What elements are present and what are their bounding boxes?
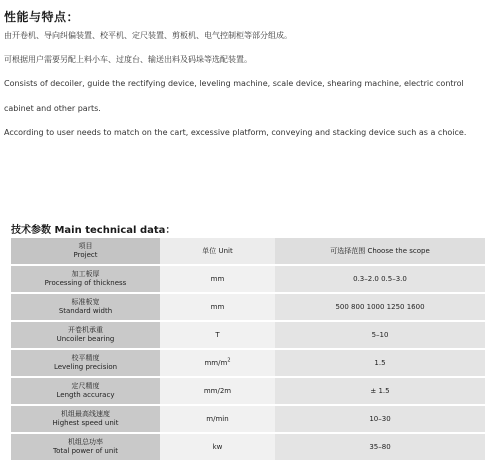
features-paragraph: Consists of decoiler, guide the rectifying device, leveling machine, scale device, shearing machine, electric control bbox=[4, 79, 464, 88]
row-unit-text: kw bbox=[212, 442, 223, 451]
row-range: 35–80 bbox=[275, 434, 485, 460]
header-project-zh: 项目 bbox=[78, 242, 93, 250]
row-parameter-zh: 加工板厚 bbox=[71, 270, 100, 278]
row-parameter-zh: 定尺精度 bbox=[71, 382, 100, 390]
table-row bbox=[11, 378, 485, 404]
table-row bbox=[11, 322, 485, 348]
features-title: 性能与特点： bbox=[4, 10, 80, 24]
row-parameter bbox=[11, 350, 160, 376]
row-parameter bbox=[11, 266, 160, 292]
header-unit: 单位 Unit bbox=[160, 238, 275, 264]
row-unit bbox=[160, 434, 275, 460]
row-unit-text: mm bbox=[210, 302, 225, 311]
row-parameter-zh: 校平精度 bbox=[71, 354, 100, 362]
features-paragraph: 可根据用户需要另配上料小车、过度台、输送出料及码垛等选配装置。 bbox=[4, 55, 252, 64]
row-parameter-en: Standard width bbox=[58, 307, 113, 315]
row-parameter-zh: 机组最高线速度 bbox=[61, 410, 110, 418]
row-unit-text: mm/m bbox=[204, 358, 228, 367]
row-parameter bbox=[11, 378, 160, 404]
row-range: 5–10 bbox=[275, 322, 485, 348]
row-parameter-en: Total power of unit bbox=[53, 447, 118, 455]
row-unit bbox=[160, 294, 275, 320]
row-range: 0.3–2.0 0.5–3.0 bbox=[275, 266, 485, 292]
row-unit bbox=[160, 350, 275, 376]
row-range: 500 800 1000 1250 1600 bbox=[275, 294, 485, 320]
row-unit bbox=[160, 378, 275, 404]
features-paragraph: According to user needs to match on the cart, excessive platform, conveying and stacking device such as a choice. bbox=[4, 128, 467, 137]
row-unit bbox=[160, 322, 275, 348]
row-parameter-zh: 标准板宽 bbox=[71, 298, 100, 306]
table-row bbox=[11, 350, 485, 376]
row-parameter bbox=[11, 294, 160, 320]
table-row bbox=[11, 434, 485, 460]
row-unit bbox=[160, 266, 275, 292]
row-range: ± 1.5 bbox=[275, 378, 485, 404]
row-parameter bbox=[11, 406, 160, 432]
row-unit-text: T bbox=[215, 330, 220, 339]
row-parameter-zh: 开卷机承重 bbox=[68, 326, 103, 334]
header-range: 可选择范围 Choose the scope bbox=[275, 238, 485, 264]
table-row bbox=[11, 406, 485, 432]
features-paragraph: 由开卷机、导向纠偏装置、校平机、定尺装置、剪板机、电气控制柜等部分组成。 bbox=[4, 31, 292, 40]
spec-table bbox=[11, 236, 485, 462]
features-paragraph: cabinet and other parts. bbox=[4, 104, 101, 113]
spec-table-header bbox=[11, 238, 485, 264]
row-parameter-en: Length accuracy bbox=[56, 391, 115, 399]
header-project-en: Project bbox=[73, 251, 98, 259]
row-parameter-en: Highest speed unit bbox=[52, 419, 119, 427]
row-unit-text: m/min bbox=[206, 414, 229, 423]
header-project bbox=[11, 238, 160, 264]
row-unit-exponent: 2 bbox=[227, 357, 231, 364]
row-parameter bbox=[11, 434, 160, 460]
row-parameter-en: Uncoiler bearing bbox=[56, 335, 115, 343]
row-parameter-en: Leveling precision bbox=[53, 363, 118, 371]
row-range: 1.5 bbox=[275, 350, 485, 376]
row-parameter bbox=[11, 322, 160, 348]
spec-table-title: 技术参数 Main technical data： bbox=[11, 225, 176, 236]
row-unit-text: mm/2m bbox=[203, 386, 232, 395]
row-unit-text: mm bbox=[210, 274, 225, 283]
row-parameter-en: Processing of thickness bbox=[44, 279, 127, 287]
table-row bbox=[11, 294, 485, 320]
row-range: 10–30 bbox=[275, 406, 485, 432]
row-unit bbox=[160, 406, 275, 432]
row-parameter-zh: 机组总功率 bbox=[68, 438, 103, 446]
table-row bbox=[11, 266, 485, 292]
